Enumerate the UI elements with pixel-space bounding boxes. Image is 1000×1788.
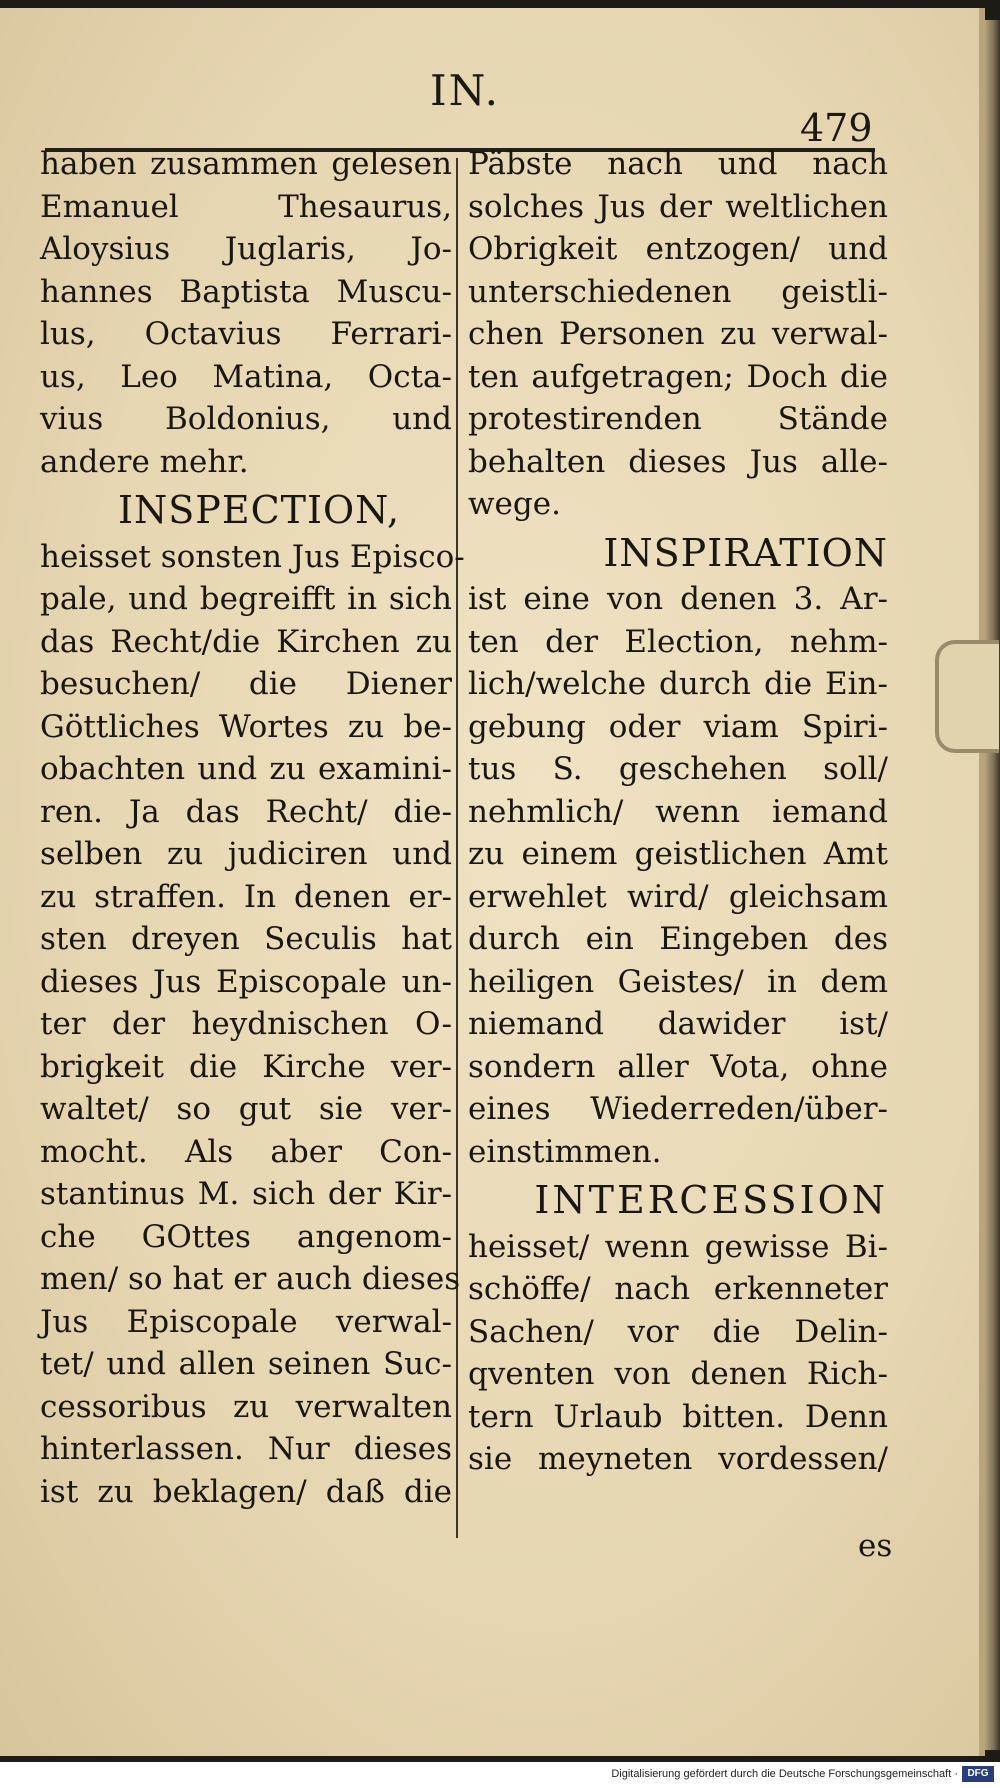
text-line: das Recht/die Kirchen zu bbox=[40, 623, 452, 660]
text-line: erwehlet wird/ gleichsam bbox=[468, 878, 888, 915]
text-line: niemand dawider ist/ bbox=[468, 1006, 888, 1042]
text-line: qventen von denen Rich- bbox=[468, 1356, 888, 1392]
text-line: behalten dieses Jus alle- bbox=[468, 443, 888, 480]
text-line: ist eine von denen 3. Ar- bbox=[468, 581, 888, 617]
text-line: Jus Episcopale verwal- bbox=[40, 1303, 452, 1340]
text-line: tus S. geschehen soll/ bbox=[468, 751, 888, 787]
text-line: lich/welche durch die Ein- bbox=[468, 666, 888, 702]
text-line: Päbste nach und nach bbox=[468, 146, 888, 182]
text-line: ist zu beklagen/ daß die bbox=[40, 1473, 452, 1510]
text-line: sondern aller Vota, ohne bbox=[468, 1048, 888, 1085]
text-line: us, Leo Matina, Octa- bbox=[40, 358, 452, 395]
text-line: selben zu judiciren und bbox=[40, 836, 452, 872]
text-line: besuchen/ die Diener bbox=[40, 666, 452, 702]
entry-heading-intercession: INTERCESSION bbox=[534, 1178, 888, 1222]
text-line: gebung oder viam Spiri- bbox=[468, 708, 888, 745]
text-line: tern Urlaub bitten. Denn bbox=[468, 1398, 888, 1435]
right-column bbox=[468, 143, 888, 1481]
left-column bbox=[40, 143, 465, 1513]
text-line: Emanuel Thesaurus, bbox=[40, 188, 452, 225]
text-line: durch ein Eingeben des bbox=[468, 921, 888, 957]
text-line: lus, Octavius Ferrari- bbox=[40, 316, 452, 352]
entry-heading-inspiration: INSPIRATION bbox=[603, 530, 888, 575]
text-line: cessoribus zu verwalten bbox=[40, 1388, 452, 1425]
text-line: zu straffen. In denen er- bbox=[40, 878, 452, 915]
text-line: brigkeit die Kirche ver- bbox=[40, 1048, 452, 1085]
column-divider bbox=[456, 158, 458, 1538]
text-line: vius Boldonius, und bbox=[40, 401, 452, 437]
text-line: ten der Election, nehm- bbox=[468, 623, 888, 660]
text-line: ter der heydnischen O- bbox=[40, 1006, 452, 1042]
text-line: sten dreyen Seculis hat bbox=[40, 921, 452, 957]
catchword: es bbox=[858, 1528, 893, 1564]
text-line: protestirenden Stände bbox=[468, 401, 888, 437]
text-line: unterschiedenen geistli- bbox=[468, 273, 888, 310]
page-number: 479 bbox=[800, 106, 873, 150]
text-line: stantinus M. sich der Kir- bbox=[40, 1176, 452, 1212]
text-line: tet/ und allen seinen Suc- bbox=[40, 1346, 452, 1382]
text-line: andere mehr. bbox=[40, 443, 249, 480]
text-line: einstimmen. bbox=[468, 1133, 662, 1170]
text-line: heisset sonsten Jus Episco- bbox=[40, 538, 465, 575]
text-line: pale, und begreifft in sich bbox=[40, 581, 452, 617]
right-top-paragraph bbox=[468, 143, 888, 526]
right-bottom-paragraph bbox=[468, 1226, 888, 1481]
left-top-paragraph bbox=[40, 143, 452, 483]
text-line: Obrigkeit entzogen/ und bbox=[468, 231, 888, 267]
text-line: Göttliches Wortes zu be- bbox=[40, 708, 452, 745]
text-line: solches Jus der weltlichen bbox=[468, 188, 888, 225]
text-line: che GOttes angenom- bbox=[40, 1218, 452, 1255]
running-head: IN. bbox=[430, 66, 501, 115]
text-line: waltet/ so gut sie ver- bbox=[40, 1091, 452, 1127]
text-line: chen Personen zu verwal- bbox=[468, 316, 888, 352]
entry-heading-inspection: INSPECTION, bbox=[118, 488, 401, 532]
text-line: hannes Baptista Muscu- bbox=[40, 273, 452, 310]
text-line: hinterlassen. Nur dieses bbox=[40, 1431, 452, 1467]
text-line: ten aufgetragen; Doch die bbox=[468, 358, 888, 395]
book-fore-edge bbox=[985, 20, 1000, 1750]
text-line: haben zusammen gelesen bbox=[40, 146, 452, 182]
text-line: mocht. Als aber Con- bbox=[40, 1133, 452, 1170]
funding-credit: Digitalisierung gefördert durch die Deutsche Forschungsgemeinschaft · bbox=[611, 1768, 958, 1780]
text-line: heiligen Geistes/ in dem bbox=[468, 963, 888, 1000]
right-mid-paragraph bbox=[468, 578, 888, 1173]
text-line: ren. Ja das Recht/ die- bbox=[40, 793, 452, 830]
text-line: schöffe/ nach erkenneter bbox=[468, 1271, 888, 1307]
text-line: nehmlich/ wenn iemand bbox=[468, 793, 888, 830]
text-line: zu einem geistlichen Amt bbox=[468, 836, 888, 872]
text-line: Sachen/ vor die Delin- bbox=[468, 1313, 888, 1350]
text-line: sie meyneten vordessen/ bbox=[468, 1441, 888, 1477]
left-body-paragraph bbox=[40, 536, 465, 1514]
text-line: Aloysius Juglaris, Jo- bbox=[40, 231, 452, 267]
text-line: men/ so hat er auch dieses bbox=[40, 1261, 461, 1297]
text-line: heisset/ wenn gewisse Bi- bbox=[468, 1228, 888, 1265]
text-line: eines Wiederreden/über- bbox=[468, 1091, 888, 1127]
text-line: dieses Jus Episcopale un- bbox=[40, 963, 452, 1000]
dfg-logo-icon: DFG bbox=[962, 1766, 994, 1782]
page-tab-marker bbox=[935, 640, 999, 753]
text-line: obachten und zu examini- bbox=[40, 751, 452, 787]
text-line: wege. bbox=[468, 486, 561, 522]
book-page bbox=[0, 8, 985, 1756]
